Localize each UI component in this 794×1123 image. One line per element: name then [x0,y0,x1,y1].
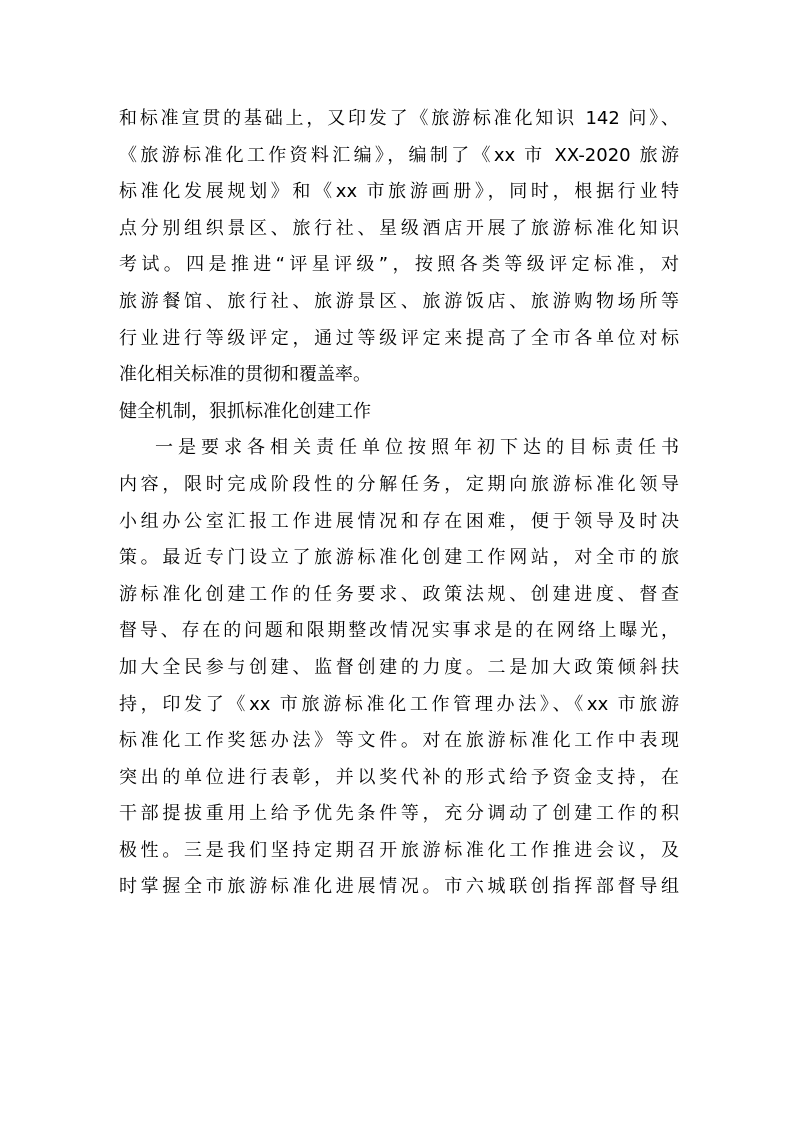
text-line: 标准化发展规划》和《xx 市旅游画册》，同时，根据行业特 [119,181,679,203]
text-line: 加大全民参与创建、监督创建的力度。二是加大政策倾斜扶 [119,656,679,678]
text-line: 游标准化创建工作的任务要求、政策法规、创建进度、督查 [119,583,679,605]
text-line: 和标准宣贯的基础上，又印发了《旅游标准化知识 142 问》、 [119,108,679,129]
section-heading: 健全机制，狠抓标准化创建工作 [119,400,371,422]
text-line: 小组办公室汇报工作进展情况和存在困难，便于领导及时决 [119,510,679,532]
text-line: 考试。四是推进“评星评级”，按照各类等级评定标准，对 [119,254,679,276]
text-line: 行业进行等级评定，通过等级评定来提高了全市各单位对标 [119,327,679,349]
text-line: 策。最近专门设立了旅游标准化创建工作网站，对全市的旅 [119,547,679,569]
text-line: 《旅游标准化工作资料汇编》，编制了《xx 市 XX-2020 旅游 [119,144,679,166]
text-line: 点分别组织景区、旅行社、星级酒店开展了旅游标准化知识 [119,217,679,239]
text-line: 旅游餐馆、旅行社、旅游景区、旅游饭店、旅游购物场所等 [119,290,679,312]
text-line: 准化相关标准的贯彻和覆盖率。 [119,364,371,386]
text-line: 时掌握全市旅游标准化进展情况。市六城联创指挥部督导组 [119,876,679,898]
text-line: 极性。三是我们坚持定期召开旅游标准化工作推进会议，及 [119,839,679,861]
text-line: 干部提拔重用上给予优先条件等，充分调动了创建工作的积 [119,803,679,825]
text-line: 一是要求各相关责任单位按照年初下达的目标责任书 [155,437,679,459]
text-line: 突出的单位进行表彰，并以奖代补的形式给予资金支持，在 [119,766,679,788]
text-line: 标准化工作奖惩办法》等文件。对在旅游标准化工作中表现 [119,730,679,752]
text-line: 督导、存在的问题和限期整改情况实事求是的在网络上曝光， [119,620,679,642]
body-text [119,101,679,906]
text-line: 内容，限时完成阶段性的分解任务，定期向旅游标准化领导 [119,473,679,495]
text-line: 持，印发了《xx 市旅游标准化工作管理办法》、《xx 市旅游 [119,693,679,715]
